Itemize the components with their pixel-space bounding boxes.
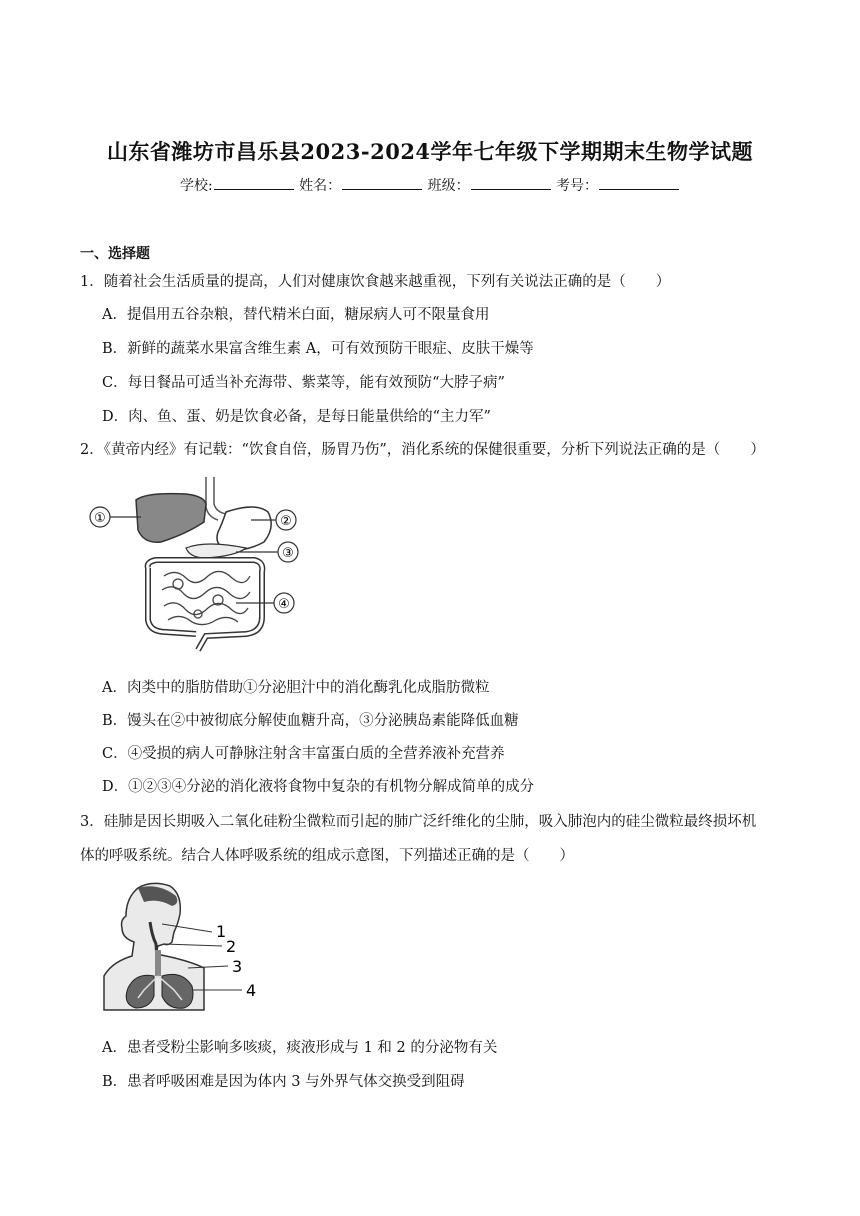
section-heading: 一、选择题 xyxy=(80,246,150,262)
question-2-option-b[interactable]: B．馒头在②中被彻底分解使血糖升高，③分泌胰岛素能降低血糖 xyxy=(102,713,519,729)
pancreas-shape xyxy=(186,544,246,558)
school-blank[interactable] xyxy=(214,177,294,190)
question-1-stem: 1．随着社会生活质量的提高，人们对健康饮食越来越重视，下列有关说法正确的是（ ） xyxy=(80,274,671,290)
question-3-stem-line-2: 体的呼吸系统。结合人体呼吸系统的组成示意图，下列描述正确的是（ ） xyxy=(80,848,574,864)
figure-label-1: 1 xyxy=(216,922,227,941)
question-2-option-d[interactable]: D．①②③④分泌的消化液将食物中复杂的有机物分解成简单的成分 xyxy=(102,779,535,795)
figure-label-2: 2 xyxy=(226,937,237,956)
question-1-option-b[interactable]: B．新鲜的蔬菜水果富含维生素 A，可有效预防干眼症、皮肤干燥等 xyxy=(102,341,534,357)
name-label: 姓名： xyxy=(299,178,342,194)
student-info-line xyxy=(0,175,860,195)
question-2-stem: 2．《黄帝内经》有记载：“饮食自倍，肠胃乃伤”，消化系统的保健很重要，分析下列说法正确的是（ ） xyxy=(80,442,765,458)
figure-label-3: 3 xyxy=(232,957,243,976)
question-1-option-d[interactable]: D．肉、鱼、蛋、奶是饮食必备，是每日能量供给的“主力军” xyxy=(102,409,491,425)
figure-label-3: ③ xyxy=(282,546,294,561)
name-blank[interactable] xyxy=(342,177,422,190)
respiratory-system-diagram xyxy=(92,880,272,1015)
figure-label-2: ② xyxy=(280,514,292,529)
class-label: 班级： xyxy=(427,178,470,194)
page-title: 山东省潍坊市昌乐县2023-2024学年七年级下学期期末生物学试题 xyxy=(106,139,754,164)
question-2-option-a[interactable]: A．肉类中的脂肪借助①分泌胆汁中的消化酶乳化成脂肪微粒 xyxy=(102,680,490,696)
question-3-option-a[interactable]: A．患者受粉尘影响多咳痰，痰液形成与 1 和 2 的分泌物有关 xyxy=(102,1040,498,1056)
digestive-system-diagram xyxy=(86,472,311,657)
question-1-option-a[interactable]: A．提倡用五谷杂粮，替代精米白面，糖尿病人可不限量食用 xyxy=(102,307,490,323)
figure-label-4: ④ xyxy=(278,597,290,612)
school-label: 学校: xyxy=(179,178,213,194)
liver-shape xyxy=(136,494,206,543)
question-1-option-c[interactable]: C．每日餐品可适当补充海带、紫菜等，能有效预防“大脖子病” xyxy=(102,375,505,391)
question-2-option-c[interactable]: C．④受损的病人可静脉注射含丰富蛋白质的全营养液补充营养 xyxy=(102,746,505,762)
id-blank[interactable] xyxy=(599,177,679,190)
figure-label-4: 4 xyxy=(246,981,257,1000)
id-label: 考号： xyxy=(556,178,599,194)
question-3-stem-line-1: 3．硅肺是因长期吸入二氧化硅粉尘微粒而引起的肺广泛纤维化的尘肺，吸入肺泡内的硅尘微粒最终损坏机 xyxy=(80,814,757,830)
small-intestine-shape xyxy=(162,571,250,624)
figure-label-1: ① xyxy=(94,511,106,526)
question-3-option-b[interactable]: B．患者呼吸困难是因为体内 3 与外界气体交换受到阻碍 xyxy=(102,1074,465,1090)
class-blank[interactable] xyxy=(471,177,551,190)
stomach-shape xyxy=(217,507,271,550)
